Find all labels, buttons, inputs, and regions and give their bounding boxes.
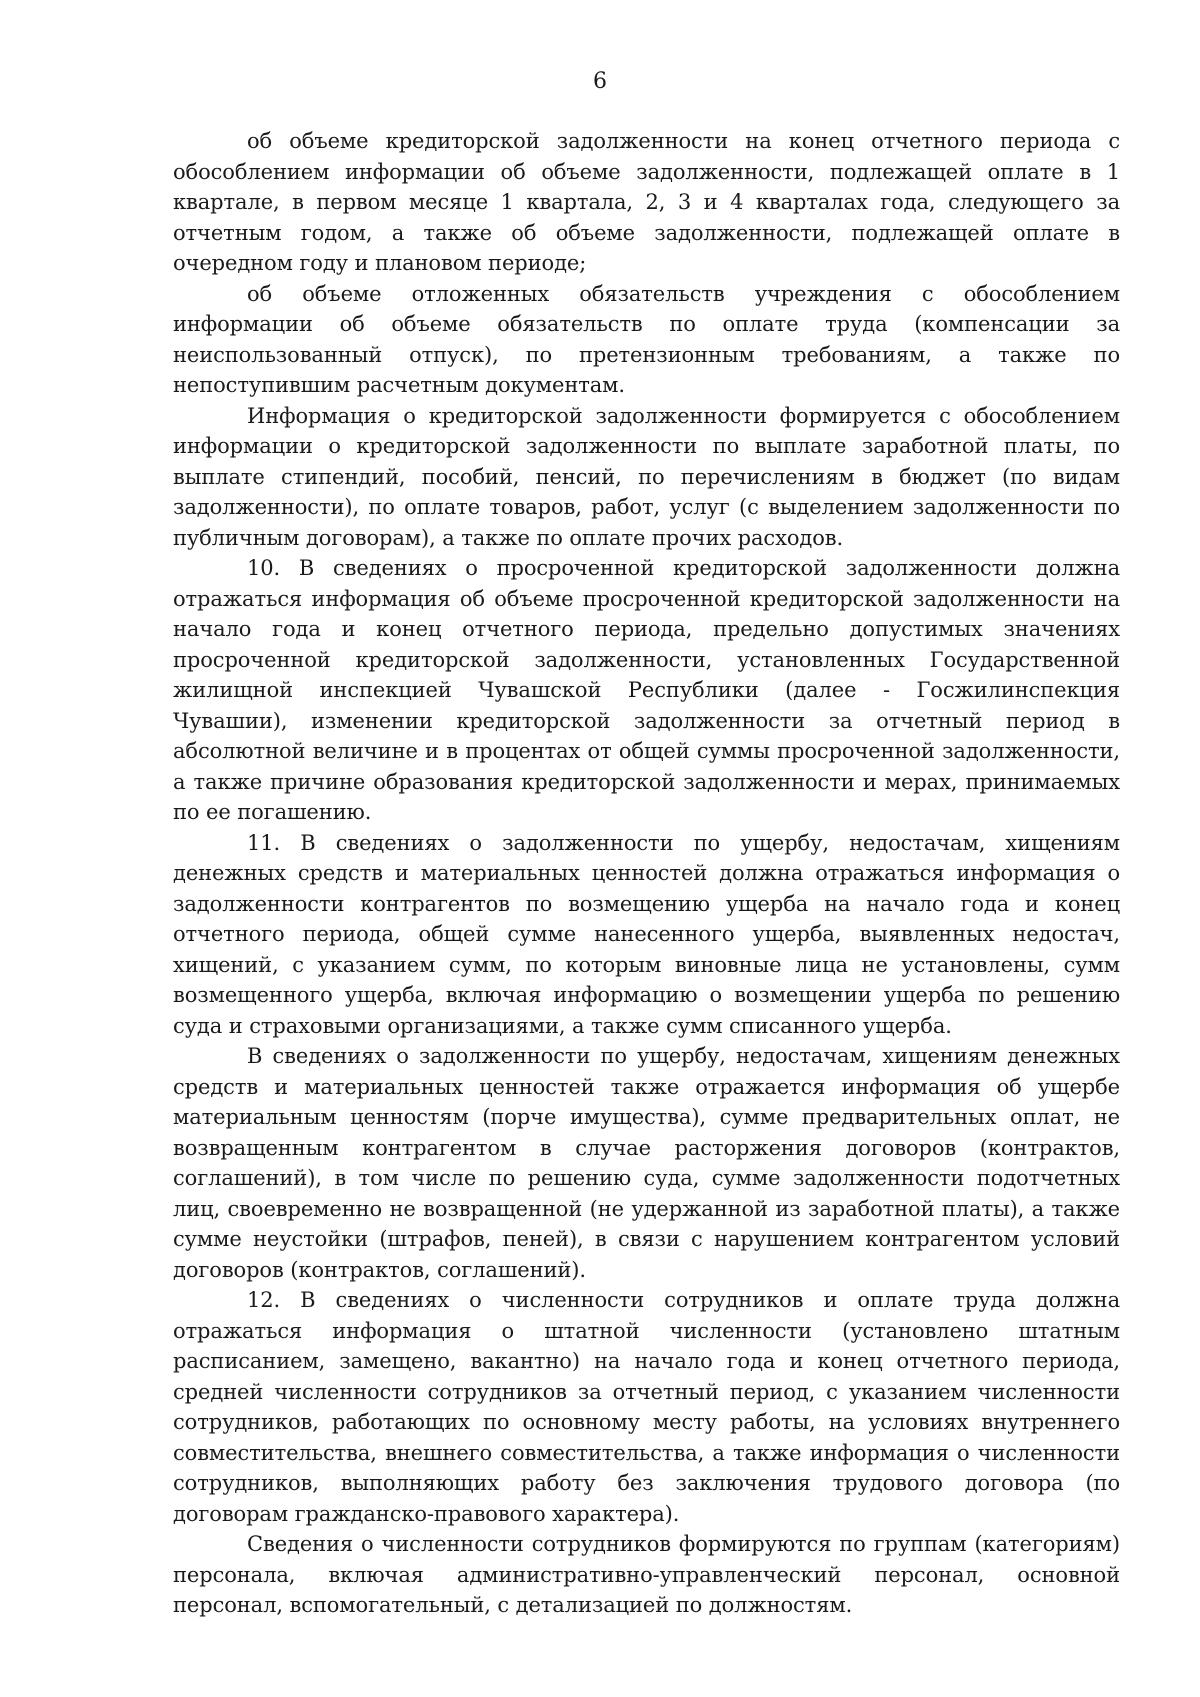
- paragraph-item-10-overdue-debt: 10. В сведениях о просроченной кредиторской задолженности должна отражаться информация об объеме просроченной кредиторской задолженности на начало года и конец отчетного периода, предельно допустимых значениях просроченной кредиторской задолженности, установленных Государственной жилищной инспекцией Чувашской Республики (далее - Госжилинспекция Чувашии), изменении кредиторской задолженности за отчетный период в абсолютной величине и в процентах от общей суммы просроченной задолженности, а также причине образования кредиторской задолженности и мерах, принимаемых по ее погашению.: [173, 556, 1120, 824]
- paragraph-item-12-staff-count: 12. В сведениях о численности сотрудников и оплате труда должна отражаться информация о штатной численности (установлено штатным расписанием, замещено, вакантно) на начало года и конец отчетного периода, средней численности сотрудников за отчетный период, с указанием численности сотрудников, работающих по основному месту работы, на условиях внутреннего совместительства, внешнего совместительства, а также информация о численности сотрудников, выполняющих работу без заключения трудового договора (по договорам гражданско-правового характера).: [173, 1288, 1120, 1526]
- paragraph-creditor-debt-period-end: об объеме кредиторской задолженности на конец отчетного периода с обособлением информации об объеме задолженности, подлежащей оплате в 1 квартале, в первом месяце 1 квартала, 2, 3 и 4 кварталах года, следующего за отчетным годом, а также об объеме задолженности, подлежащей оплате в очередном году и плановом периоде;: [173, 129, 1120, 275]
- page-number: 6: [593, 69, 607, 94]
- paragraph-staff-groups: Сведения о численности сотрудников формируются по группам (категориям) персонала, включая административно-управленческий персонал, основной персонал, вспомогательный, с детализацией по должностям.: [173, 1532, 1120, 1617]
- paragraph-item-11-damage-debt: 11. В сведениях о задолженности по ущербу, недостачам, хищениям денежных средств и материальных ценностей должна отражаться информация о задолженности контрагентов по возмещению ущерба на начало года и конец отчетного периода, общей сумме нанесенного ущерба, выявленных недостач, хищений, с указанием сумм, по которым виновные лица не установлены, сумм возмещенного ущерба, включая информацию о возмещении ущерба по решению суда и страховыми организациями, а также сумм списанного ущерба.: [173, 830, 1120, 1038]
- document-body: [173, 126, 1120, 1621]
- paragraph-damage-debt-details: В сведениях о задолженности по ущербу, недостачам, хищениям денежных средств и материальных ценностей также отражается информация об ущербе материальным ценностям (порче имущества), сумме предварительных оплат, не возвращенным контрагентом в случае расторжения договоров (контрактов, соглашений), в том числе по решению суда, сумме задолженности подотчетных лиц, своевременно не возвращенной (не удержанной из заработной платы), а также сумме неустойки (штрафов, пеней), в связи с нарушением контрагентом условий договоров (контрактов, соглашений).: [173, 1044, 1120, 1282]
- paragraph-deferred-obligations: об объеме отложенных обязательств учреждения с обособлением информации об объеме обязательств по оплате труда (компенсации за неиспользованный отпуск), по претензионным требованиям, а также по непоступившим расчетным документам.: [173, 281, 1120, 397]
- paragraph-creditor-debt-info: Информация о кредиторской задолженности формируется с обособлением информации о кредиторской задолженности по выплате заработной платы, по выплате стипендий, пособий, пенсий, по перечислениям в бюджет (по видам задолженности), по оплате товаров, работ, услуг (с выделением задолженности по публичным договорам), а также по оплате прочих расходов.: [173, 403, 1120, 550]
